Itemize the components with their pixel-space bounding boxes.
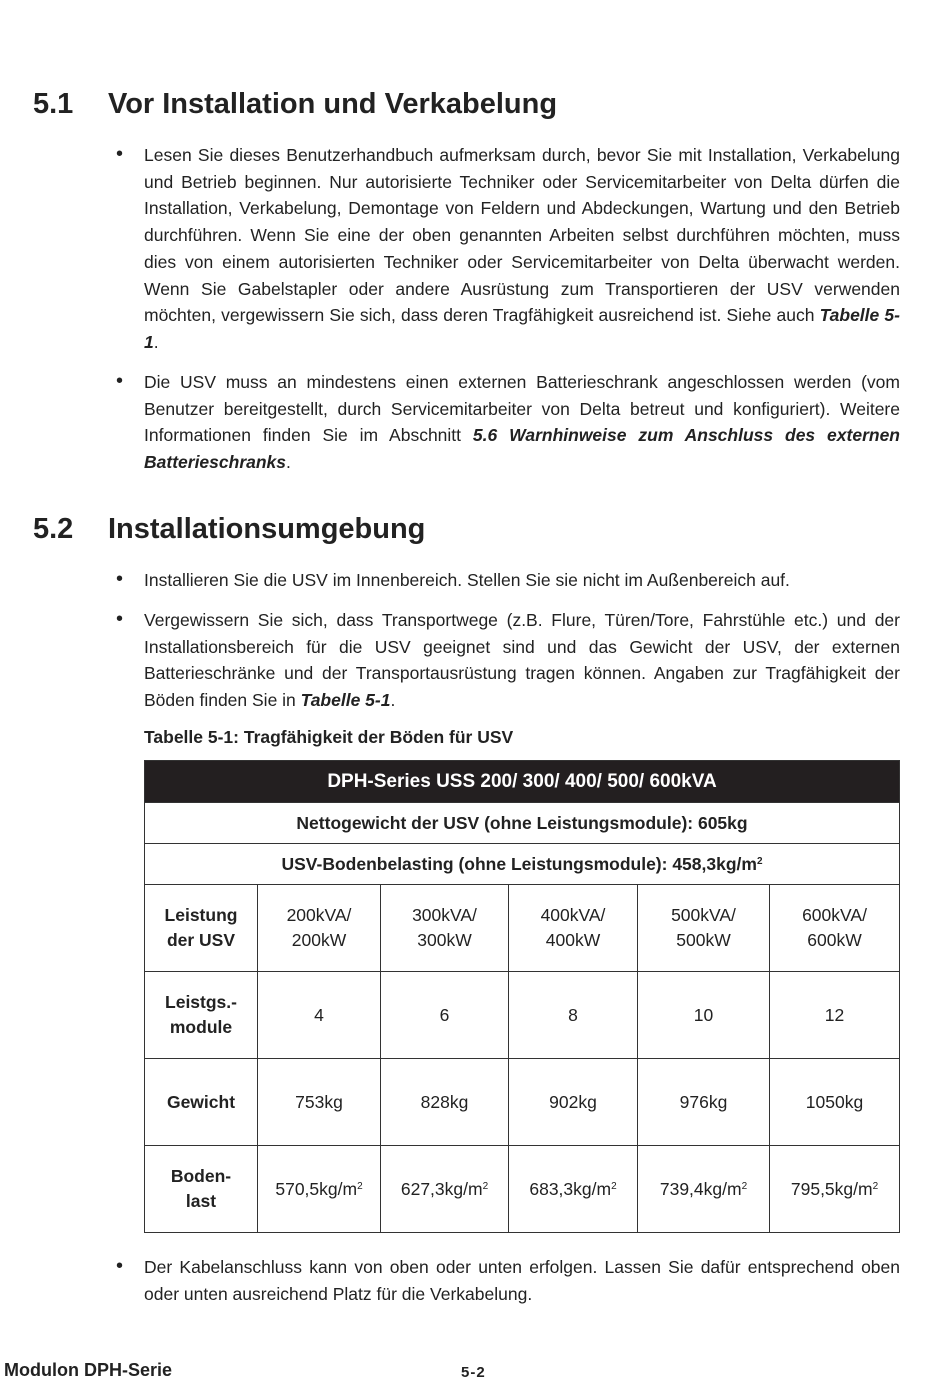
table-caption: Tabelle 5-1: Tragfähigkeit der Böden für USV [144,727,514,747]
floor-load-row [145,844,900,885]
table-reference-link[interactable]: Tabelle 5-1 [300,690,391,711]
table-cell: 300kVA/ 300kW [381,885,509,972]
net-weight-row [145,803,900,844]
bullet-item: • Die USV muss an mindestens einen externen Batterieschrank angeschlossen werden (vom Benutzer bereitgestellt, durch Servicemitarbeiter von Delta betreut und konfiguriert). Weitere Informationen finden Sie im Abschnitt 5.6 Warnhinweise zum Anschluss des externen Batterieschranks. [116,370,900,473]
table-cell: 600kVA/ 600kW [770,885,900,972]
table-reference-link[interactable]: Tabelle 5-1 [144,305,900,352]
bullet-icon: • [116,370,124,392]
section-heading-5-1 [33,88,557,121]
table-row-power [145,885,900,972]
row-label: Leistung der USV [145,885,258,972]
table-cell: 200kVA/ 200kW [258,885,381,972]
section-title: Vor Installation und Verkabelung [108,88,558,120]
table-row-modules [145,972,900,1059]
table-cell: 753kg [258,1059,381,1146]
section-number: 5.1 [33,88,74,120]
row-label: Gewicht [145,1059,258,1146]
table-cell: 902kg [509,1059,638,1146]
table-cell: 12 [770,972,900,1059]
bullet-icon: • [116,568,124,590]
bullet-text: Lesen Sie dieses Benutzerhandbuch aufmerksam durch, bevor Sie mit Installation, Verkabelung und Betrieb beginnen. Nur autorisierte Techniker oder Servicemitarbeiter von Delta dürfen die Installation, Verkabelung, Demontage von Feldern und Abdeckungen, Wartung und den Betrieb durchführen. Wenn Sie eine der oben genannten Arbeiten selbst durchführen möchten, muss dies von einem autorisierten Techniker oder Servicemitarbeiter von Delta überwacht werden. Wenn Sie Gabelstapler oder andere Ausrüstung zum Transportieren der USV verwenden möchten, vergewissern Sie sich, dass deren Tragfähigkeit ausreichend ist. Siehe auch [144,145,900,326]
floor-capacity-table [144,760,900,1233]
bullet-item: • Lesen Sie dieses Benutzerhandbuch aufmerksam durch, bevor Sie mit Installation, Verkabelung und Betrieb beginnen. Nur autorisierte Techniker oder Servicemitarbeiter von Delta dürfen die Installation, Verkabelung, Demontage von Feldern und Abdeckungen, Wartung und den Betrieb durchführen. Wenn Sie eine der oben genannten Arbeiten selbst durchführen möchten, muss dies von einem autorisierten Techniker oder Servicemitarbeiter von Delta überwacht werden. Wenn Sie Gabelstapler oder andere Ausrüstung zum Transportieren der USV verwenden möchten, vergewissern Sie sich, dass deren Tragfähigkeit ausreichend ist. Siehe auch Tabelle 5-1. [116,143,900,352]
table-cell: $795,5kg/m^2$ [770,1146,900,1233]
bullet-text: Der Kabelanschluss kann von oben oder unten erfolgen. Lassen Sie dafür entsprechend oben oder unten ausreichend Platz für die Verkabelung. [144,1257,900,1304]
page-number: 5-2 [461,1364,486,1381]
table-cell: 4 [258,972,381,1059]
section-reference-link[interactable]: 5.6 Warnhinweise zum Anschluss des externen Batterieschranks [144,425,900,473]
table-row-weight [145,1059,900,1146]
table-cell: $683,3kg/m^2$ [509,1146,638,1233]
bullet-icon: • [116,143,124,165]
table-cell: 1050kg [770,1059,900,1146]
row-label: Leistgs.- module [145,972,258,1059]
section-heading-5-2 [33,513,425,546]
table-cell: 6 [381,972,509,1059]
bullet-item [116,1254,900,1307]
table-header-row [145,761,900,803]
table-cell: 10 [638,972,770,1059]
table-cell: 8 [509,972,638,1059]
bullet-text: Die USV muss an mindestens einen externen Batterieschrank angeschlossen werden (vom Benutzer bereitgestellt, durch Servicemitarbeiter von Delta betreut und konfiguriert). Weitere Informationen finden Sie im Abschnitt [144,372,900,446]
bullet-icon: • [116,608,124,630]
bullet-text: Vergewissern Sie sich, dass Transportwege (z.B. Flure, Türen/Tore, Fahrstühle etc.) und der Installationsbereich für die USV geeignet sind und das Gewicht der USV, der externen Batterieschränke und der Transportausrüstung tragen können. Angaben zur Tragfähigkeit der Böden finden Sie in [144,610,900,711]
table-cell: 500kVA/ 500kW [638,885,770,972]
bullet-text: Installieren Sie die USV im Innenbereich. Stellen Sie sie nicht im Außenbereich auf. [144,570,790,590]
footer-title: Modulon DPH-Serie [4,1360,173,1380]
section-title: Installationsumgebung [108,513,426,545]
table-row-floor-load [145,1146,900,1233]
table-cell: $739,4kg/m^2$ [638,1146,770,1233]
section-number: 5.2 [33,513,74,545]
table-cell: $627,3kg/m^2$ [381,1146,509,1233]
table-cell: $570,5kg/m^2$ [258,1146,381,1233]
table-header: DPH-Series USS 200/ 300/ 400/ 500/ 600kVA [145,761,900,803]
table-cell: 828kg [381,1059,509,1146]
bullet-icon: • [116,1255,124,1277]
row-label: Boden- last [145,1146,258,1233]
bullet-item: • Vergewissern Sie sich, dass Transportwege (z.B. Flure, Türen/Tore, Fahrstühle etc.) und der Installationsbereich für die USV geeignet sind und das Gewicht der USV, der externen Batterieschränke und der Transportausrüstung tragen können. Angaben zur Tragfähigkeit der Böden finden Sie in Tabelle 5-1. [116,608,900,711]
net-weight-cell: Nettogewicht der USV (ohne Leistungsmodule): 605kg [145,803,900,844]
floor-load-cell: USV-Bodenbelasting (ohne Leistungsmodule): $458,3kg/m^2$ [145,844,900,885]
table-cell: 400kVA/ 400kW [509,885,638,972]
table-cell: 976kg [638,1059,770,1146]
bullet-item [116,567,900,594]
